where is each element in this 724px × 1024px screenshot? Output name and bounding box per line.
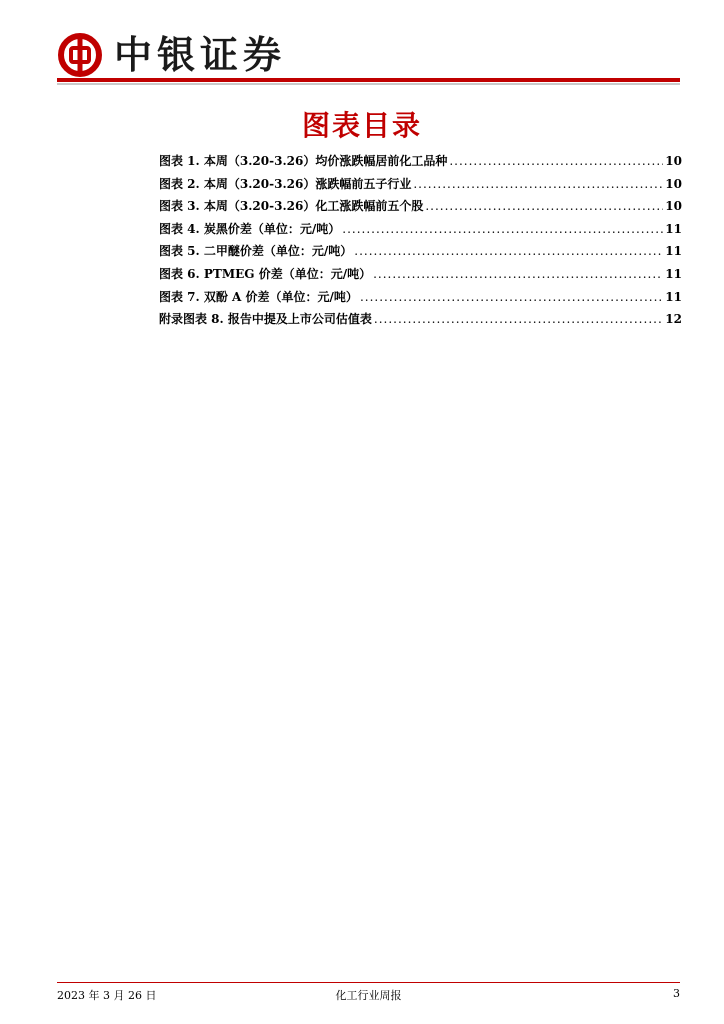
toc-entry-title: 图表 4. 炭黑价差（单位：元/吨）	[159, 221, 341, 236]
toc-entry-title: 图表 2. 本周（3.20-3.26）涨跌幅前五子行业	[159, 176, 412, 191]
table-of-figures	[159, 152, 682, 333]
toc-leader-dots	[425, 199, 663, 213]
toc-entry-page: 10	[665, 199, 682, 214]
toc-entry[interactable]	[159, 288, 682, 311]
footer-rule	[57, 982, 680, 983]
toc-entry[interactable]	[159, 220, 682, 243]
toc-entry-page: 12	[665, 312, 682, 327]
toc-entry-title: 图表 1. 本周（3.20-3.26）均价涨跌幅居前化工品种	[159, 154, 448, 168]
toc-entry[interactable]	[159, 310, 682, 333]
toc-leader-dots	[354, 244, 663, 258]
footer-report-name: 化工行业周报	[335, 989, 402, 1002]
toc-entry-title: 图表 6. PTMEG 价差（单位：元/吨）	[159, 266, 372, 281]
toc-entry[interactable]	[159, 197, 682, 220]
page-footer	[57, 987, 680, 1003]
bank-of-china-logo-icon	[57, 32, 103, 78]
toc-entry[interactable]	[159, 175, 682, 198]
toc-entry-title: 图表 7. 双酚 A 价差（单位：元/吨）	[159, 289, 358, 304]
toc-leader-dots	[374, 312, 663, 326]
toc-leader-dots	[413, 177, 663, 191]
toc-entry-page: 11	[665, 289, 682, 304]
header-red-rule	[57, 78, 680, 82]
toc-entry-page: 10	[665, 176, 682, 191]
page-header	[57, 28, 680, 84]
footer-date: 2023 年 3 月 26 日	[57, 989, 157, 1002]
toc-entry[interactable]	[159, 242, 682, 265]
toc-leader-dots	[373, 267, 663, 281]
toc-entry[interactable]	[159, 265, 682, 288]
toc-entry-title: 图表 5. 二甲醚价差（单位：元/吨）	[159, 244, 353, 259]
toc-entry-page: 11	[665, 266, 682, 281]
toc-leader-dots	[360, 290, 663, 304]
toc-title: 图表目录	[301, 109, 422, 142]
toc-entry-title: 附录图表 8. 报告中提及上市公司估值表	[159, 312, 372, 327]
toc-entry-page: 10	[665, 154, 682, 168]
toc-leader-dots	[449, 154, 663, 168]
brand-name: 中银证券	[114, 32, 287, 77]
header-gray-rule	[57, 83, 680, 85]
toc-entry-title: 图表 3. 本周（3.20-3.26）化工涨跌幅前五个股	[159, 199, 424, 214]
footer-page-number: 3	[673, 987, 680, 1000]
toc-leader-dots	[342, 222, 663, 236]
toc-entry-page: 11	[665, 244, 682, 259]
toc-entry-page: 11	[665, 221, 682, 236]
toc-entry[interactable]	[159, 152, 682, 175]
